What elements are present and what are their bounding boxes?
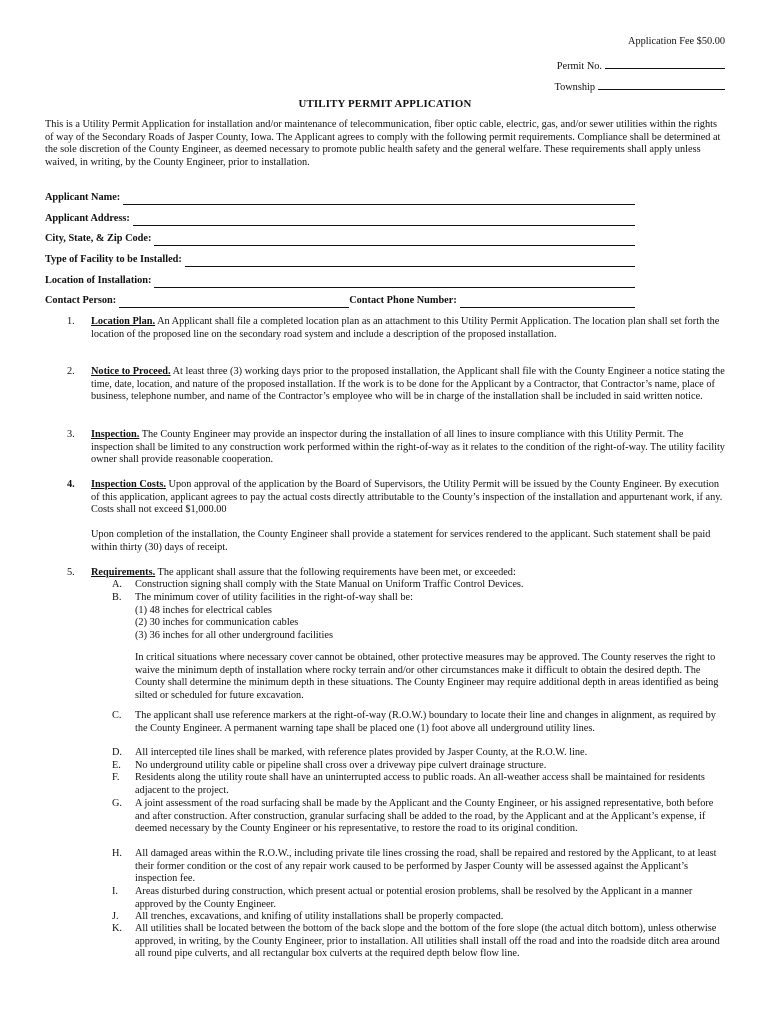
facility-type-field[interactable]	[185, 256, 635, 267]
item-letter: E.	[112, 760, 121, 771]
application-fee: Application Fee $50.00	[628, 36, 725, 47]
contact-phone-label: Contact Phone Number:	[349, 295, 457, 306]
item-text: Residents along the utility route shall have an uninterrupted access to public roads. An all-weather access shall be maintained for residents adjacent to the project.	[135, 772, 705, 796]
item-text: All damaged areas within the R.O.W., including private tile lines crossing the road, shall be repaired and restored by the Applicant, to at least their former condition or the cost of any repair work caused to be performed by Jasper County will be assessed against the Applicant’s inspection fee.	[135, 848, 717, 885]
applicant-address-label: Applicant Address:	[45, 213, 130, 224]
section-heading: Requirements.	[91, 567, 156, 578]
section-heading: Location Plan.	[91, 316, 156, 327]
section-heading: Inspection Costs.	[91, 479, 166, 490]
intro-paragraph: This is a Utility Permit Application for installation and/or maintenance of telecommunication, fiber optic cable, electric, gas, and/or sewer utilities within the rights of way of the Secondary Roads of Jasper County, Iowa. The Applicant agrees to comply with the following permit requirements. Compliance shall be determined at the sole discretion of the County Engineer, as deemed necessary to promote public health safety and the general welfare. These requirements shall apply unless waived, in writing, by the County Engineer, prior to installation.	[45, 119, 721, 168]
item-letter: D.	[112, 747, 123, 758]
item-letter: G.	[112, 798, 123, 809]
section-number: 3.	[67, 429, 75, 440]
applicant-name-row	[45, 192, 635, 205]
item-letter: H.	[112, 848, 123, 859]
facility-type-label: Type of Facility to be Installed:	[45, 254, 182, 265]
location-label: Location of Installation:	[45, 275, 152, 286]
city-state-zip-label: City, State, & Zip Code:	[45, 233, 152, 244]
section-text: Upon approval of the application by the Board of Supervisors, the Utility Permit will be issued by the County Engineer. By execution of this application, applicant agrees to pay the actual costs directly attributable to the County’s inspection of the installation and appurtenant work, if any. Costs shall not exceed $1,000.00	[91, 479, 723, 516]
applicant-name-field[interactable]	[123, 194, 635, 205]
applicant-address-field[interactable]	[133, 215, 635, 226]
item-text: Construction signing shall comply with the State Manual on Uniform Traffic Control Devices.	[135, 579, 524, 590]
section-text: An Applicant shall file a completed location plan as an attachment to this Utility Permit Application. The location plan shall set forth the location of the proposed line on the secondary road system and include a description of the proposed installation.	[91, 316, 720, 340]
city-state-zip-field[interactable]	[154, 235, 635, 246]
township-row	[555, 79, 725, 95]
critical-situations-paragraph: In critical situations where necessary cover cannot be obtained, other protective measures may be approved. The County reserves the right to waive the minimum depth of installation where rocky terrain and/or other circumstances make it difficult to obtain the desired depth. The County shall determine the minimum depth in these situations. The County Engineer may require additional depth in areas identified as being silted or scheduled for future excavation.	[135, 652, 719, 701]
item-letter: F.	[112, 772, 120, 783]
item-text: All trenches, excavations, and knifing of utility installations shall be properly compacted.	[135, 911, 504, 922]
item-letter: J.	[112, 911, 119, 922]
item-text: The minimum cover of utility facilities in the right-of-way shall be:	[135, 592, 413, 603]
section-heading: Notice to Proceed.	[91, 366, 171, 377]
location-field[interactable]	[154, 277, 635, 288]
item-letter: B.	[112, 592, 122, 603]
section-heading: Inspection.	[91, 429, 140, 440]
item-letter: K.	[112, 923, 123, 934]
township-label: Township	[554, 82, 595, 93]
item-text: All utilities shall be located between the bottom of the back slope and the bottom of the fore slope (the actual ditch bottom), unless otherwise approved, in writing, by the County Engineer, prior to installation. All utilities shall install off the road and into the roadside ditch area around all round pipe culverts, and all rectangular box culverts at the required depth below flow line.	[135, 923, 720, 960]
section-text: The applicant shall assure that the following requirements have been met, or exceeded:	[155, 567, 516, 578]
cover-option: (2) 30 inches for communication cables	[135, 617, 299, 628]
section-text: The County Engineer may provide an inspector during the installation of all lines to insure compliance with this Utility Permit. The inspection shall be limited to any construction work performed within the right-of-way as it relates to the condition of the right-of-way. The utility facility owner shall provide reasonable cooperation.	[91, 429, 725, 466]
permit-number-label: Permit No.	[556, 61, 602, 72]
section-number: 4.	[67, 479, 75, 490]
section-number: 2.	[67, 366, 75, 377]
contact-phone-field[interactable]	[460, 297, 635, 308]
item-letter: A.	[112, 579, 123, 590]
contact-row	[45, 295, 635, 308]
location-row	[45, 275, 635, 288]
item-text: All intercepted tile lines shall be marked, with reference plates provided by Jasper County, at the R.O.W. line.	[135, 747, 588, 758]
item-text: A joint assessment of the road surfacing shall be made by the Applicant and the County Engineer, or his assigned representative, both before and after construction. After construction, granular surfacing shall be added to the road, by the Applicant and at the Applicant’s expense, if deemed necessary by the County Engineer or his representative, to restore the road to its original condition.	[135, 798, 714, 835]
applicant-name-label: Applicant Name:	[45, 192, 121, 203]
facility-type-row	[45, 254, 635, 267]
page-title: UTILITY PERMIT APPLICATION	[298, 98, 472, 110]
permit-number-field[interactable]	[605, 58, 725, 69]
item-text: Areas disturbed during construction, which present actual or potential erosion problems, shall be resolved by the Applicant in a manner approved by the County Engineer.	[135, 886, 693, 910]
item-text: The applicant shall use reference markers at the right-of-way (R.O.W.) boundary to locate their line and changes in alignment, as required by the County Engineer. A permanent warning tape shall be placed one (1) foot above all underground utility lines.	[135, 710, 716, 734]
item-letter: I.	[112, 886, 119, 897]
city-state-zip-row	[45, 233, 635, 246]
section-number: 5.	[67, 567, 75, 578]
contact-person-label: Contact Person:	[45, 295, 117, 306]
section-text: Upon completion of the installation, the County Engineer shall provide a statement for services rendered to the applicant. Such statement shall be paid within thirty (30) days of receipt.	[91, 529, 711, 553]
applicant-address-row	[45, 213, 635, 226]
contact-person-field[interactable]	[119, 297, 349, 308]
permit-number-row	[557, 58, 725, 74]
township-field[interactable]	[598, 79, 725, 90]
section-text: At least three (3) working days prior to the proposed installation, the Applicant shall file with the County Engineer a notice stating the time, date, location, and nature of the proposed installation. If the work is to be done for the Applicant by a Contractor, that Contractor’s name, place of business, telephone number, and name of the Contractor’s employee who will be in charge of the installation shall be included in said written notice.	[91, 366, 725, 403]
item-text: No underground utility cable or pipeline shall cross over a driveway pipe culvert drainage structure.	[135, 760, 547, 771]
section-number: 1.	[67, 316, 75, 327]
cover-option: (1) 48 inches for electrical cables	[135, 605, 272, 616]
item-letter: C.	[112, 710, 122, 721]
cover-option: (3) 36 inches for all other underground facilities	[135, 630, 333, 641]
